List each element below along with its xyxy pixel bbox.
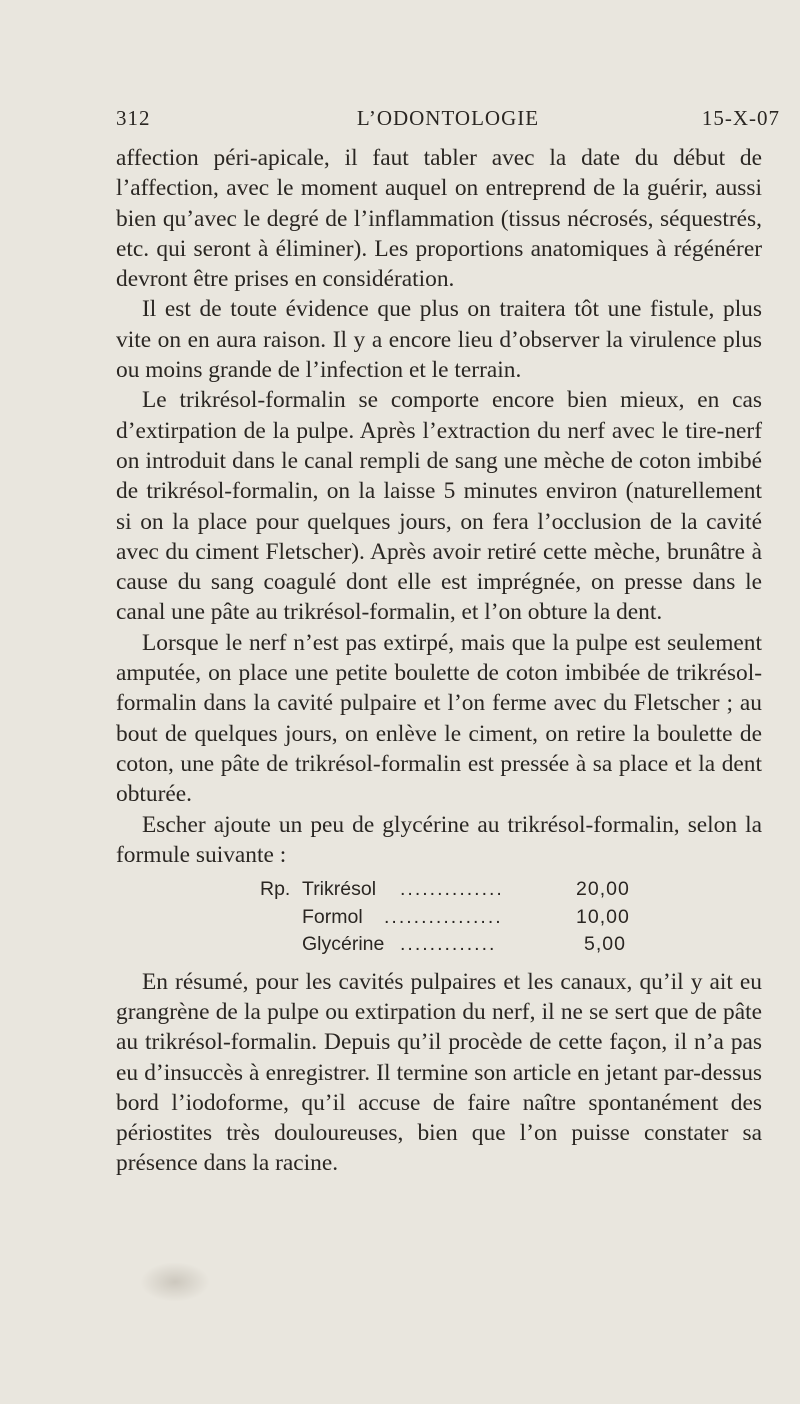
paragraph-fistule: Il est de toute évidence que plus on traitera tôt une fistule, plus vite on en aura raison. Il y a encore lieu d’observer la virulence plus ou moins grande de l’infection et le terrain.	[116, 296, 762, 384]
ingredient-name: Glycérine	[302, 933, 385, 956]
ingredient-name: Trikrésol	[302, 878, 377, 901]
issue-date: 15-X-07	[701, 106, 780, 130]
formula-prefix: Rp.	[260, 878, 291, 901]
formula-row	[116, 904, 762, 932]
paper-stain	[140, 1262, 210, 1302]
paragraph-extirpation: Le trikrésol-formalin se comporte encore bien mieux, en cas d’extirpation de la pulpe. Après l’extraction du nerf avec le tire-nerf on introduit dans le canal rempli de sang une mèche de coton imbibé de trikrésol-formalin, on la laisse 5 minutes environ (naturellement si on la place pour quelques jours, on fera l’occlusion de la cavité avec du ciment Fletscher). Après avoir retiré cette mèche, brunâtre à cause du sang coagulé dont elle est imprégnée, on presse dans le canal une pâte au trikrésol-formalin, et l’on obture la dent.	[116, 387, 762, 626]
paragraph-escher: Escher ajoute un peu de glycérine au trikrésol-formalin, selon la formule suivante :	[116, 811, 762, 868]
formula-row	[116, 876, 762, 904]
formula-table	[116, 876, 762, 959]
ingredient-amount: 5,00	[584, 933, 626, 956]
ingredient-amount: 10,00	[576, 905, 630, 928]
ingredient-name: Formol	[302, 905, 363, 928]
page-number: 312	[116, 106, 151, 130]
ingredient-amount: 20,00	[576, 878, 630, 901]
paragraph-continued: affection péri-apicale, il faut tabler avec la date du début de l’affection, avec le moment auquel on entreprend de la guérir, aussi bien qu’avec le degré de l’inflammation (tissus nécrosés, séquestrés, etc. qui seront à éliminer). Les proportions anatomiques à régénérer devront être prises en considération.	[116, 145, 762, 293]
formula-row	[116, 931, 762, 959]
paragraph-amputation: Lorsque le nerf n’est pas extirpé, mais que la pulpe est seulement amputée, on place une petite boulette de coton imbibée de trikrésol-formalin dans la cavité pulpaire et l’on ferme avec du Fletscher ; au bout de quelques jours, on enlève le ciment, on retire la boulette de coton, une pâte de trikrésol-formalin est pressée à sa place et la dent obturée.	[116, 629, 762, 808]
dot-leader: .............	[400, 933, 497, 956]
journal-title: L’ODONTOLOGIE	[356, 106, 540, 130]
paragraph-resume: En résumé, pour les cavités pulpaires et les canaux, qu’il y ait eu grangrène de la pulpe ou extirpation du nerf, il ne se sert que de pâte au trikrésol-formalin. Depuis qu’il procède de cette façon, il n’a pas eu d’insuccès à enregistrer. Il termine son article en jetant par-dessus bord l’iodoforme, qu’il accuse de faire naître spontanément des périostites très douloureuses, bien que l’on puisse constater sa présence dans la racine.	[116, 968, 762, 1177]
dot-leader: ..............	[400, 878, 504, 901]
dot-leader: ................	[384, 905, 503, 928]
running-header	[116, 106, 780, 136]
body-text	[116, 143, 762, 1179]
